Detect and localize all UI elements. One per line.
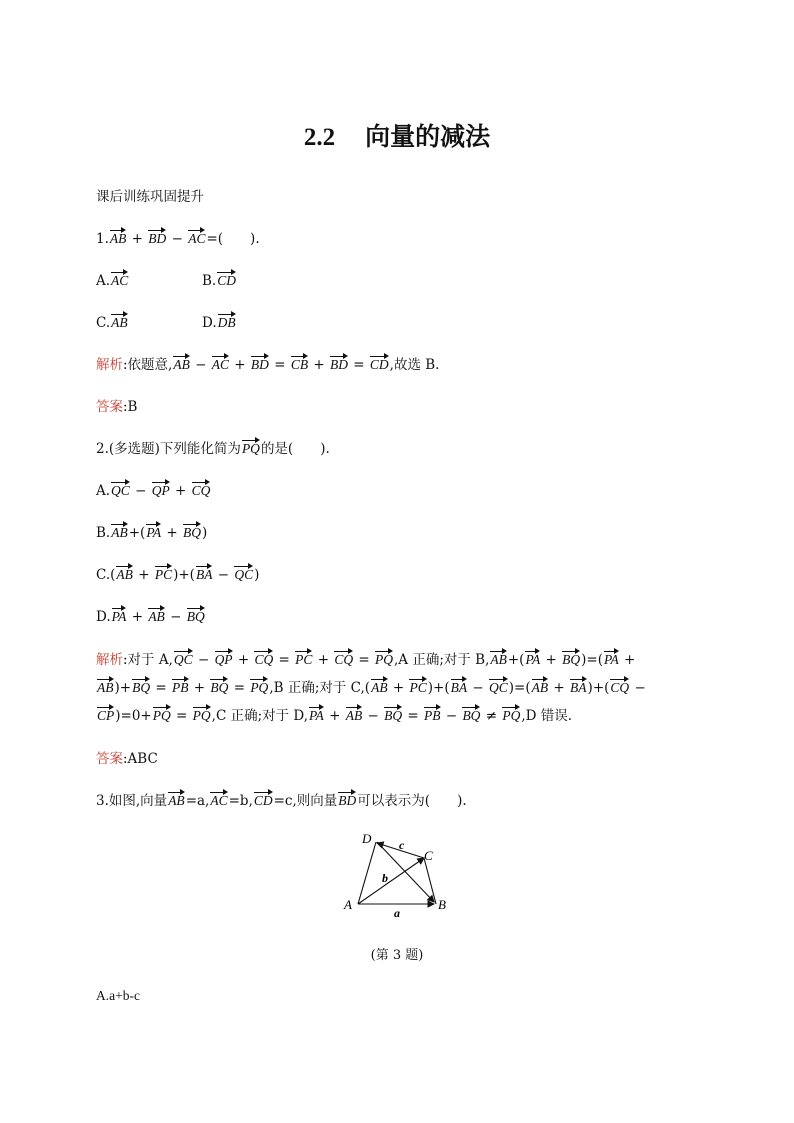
vector-ab: AB (345, 706, 364, 726)
q3-option-a: A.a+b-c (96, 988, 140, 1003)
q1-option-d: D.DB (202, 315, 236, 331)
q2-option-a: A.QC − QP + CQ (96, 483, 211, 499)
vector-ab: AB (172, 355, 191, 375)
vector-cd: CD (369, 355, 390, 375)
vector-ab: AB (109, 229, 128, 249)
point-d-label: D (362, 831, 372, 846)
vector-bq: BQ (186, 607, 206, 627)
vector-pa: PA (145, 523, 162, 543)
question-1: 1.AB + BD − AC=( ). (96, 231, 260, 247)
vector-pq: PQ (152, 706, 172, 726)
vector-cb: CB (290, 355, 309, 375)
vector-ba: BA (195, 565, 214, 585)
vector-pq: PQ (241, 439, 261, 459)
vector-qc: QC (110, 481, 131, 501)
vector-cq: CQ (191, 481, 212, 501)
vector-pq: PQ (501, 706, 521, 726)
vector-pa: PA (603, 650, 620, 670)
vector-cd: CD (216, 271, 237, 291)
vector-cq: CQ (609, 678, 630, 698)
vector-pa: PA (111, 607, 128, 627)
q2-solution-line-3: CP)=0+PQ = PQ,C 正确;对于 D,PA + AB − BQ = PB − BQ ≠ PQ,D 错误. (97, 708, 573, 724)
vector-pc: PC (154, 565, 173, 585)
vector-bd: BD (250, 355, 270, 375)
vector-pc: PC (408, 678, 427, 698)
vector-pq: PQ (249, 678, 269, 698)
vector-bq: BQ (131, 678, 151, 698)
vector-ab: AB (110, 313, 129, 333)
vector-ab: AB (96, 678, 115, 698)
vector-pb: PB (171, 678, 190, 698)
vector-ac: AC (209, 791, 228, 811)
vector-cq: CQ (253, 650, 274, 670)
vector-cq: CQ (333, 650, 354, 670)
q1-option-c: C.AB (96, 315, 128, 331)
q1-options-ab (96, 271, 237, 291)
vector-qc: QC (233, 565, 254, 585)
vector-b-label: b (382, 871, 388, 885)
vector-bd: BD (337, 791, 357, 811)
q2-solution-line-2: AB)+BQ = PB + BQ = PQ,B 正确;对于 C,(AB + PC)+(BA − QC)=(AB + BA)+(CQ − (97, 680, 646, 696)
q2-option-c: C.(AB + PC)+(BA − QC) (96, 567, 260, 583)
question-2: 2.(多选题)下列能化简为PQ的是( ). (96, 441, 330, 457)
edge-ad-line (358, 842, 376, 904)
vector-pq: PQ (192, 706, 212, 726)
vector-pb: PB (423, 706, 442, 726)
vector-a-label: a (394, 906, 400, 920)
vector-cp: CP (96, 706, 115, 726)
section-heading: 课后训练巩固提升 (96, 189, 204, 205)
vector-ab: AB (110, 523, 129, 543)
vector-pa: PA (524, 650, 541, 670)
q3-figure-caption: (第 3 题) (370, 948, 424, 963)
vector-qc: QC (173, 650, 194, 670)
q2-answer: 答案:ABC (96, 751, 158, 767)
q1-solution: 解析:依题意,AB − AC + BD = CB + BD = CD,故选 B. (96, 357, 440, 373)
vector-c-label: c (399, 838, 405, 852)
vector-bq: BQ (561, 650, 581, 670)
vector-bq: BQ (383, 706, 403, 726)
vector-ba: BA (450, 678, 469, 698)
vector-bd: BD (147, 229, 167, 249)
vector-ab: AB (531, 678, 550, 698)
vector-ab: AB (167, 791, 186, 811)
vector-ba: BA (569, 678, 588, 698)
vector-bd: BD (329, 355, 349, 375)
q1-option-b: B.CD (202, 273, 236, 289)
point-a-label: A (344, 897, 352, 912)
vector-ab: AB (115, 565, 134, 585)
q2-option-d: D.PA + AB − BQ (96, 609, 205, 625)
vector-bq: BQ (182, 523, 202, 543)
q1-answer: 答案:B (96, 399, 138, 415)
q3-figure (340, 830, 460, 920)
vector-ac: AC (110, 271, 129, 291)
vector-bq: BQ (209, 678, 229, 698)
vector-ac: AC (211, 355, 230, 375)
vector-qp: QP (214, 650, 234, 670)
question-3: 3.如图,向量AB=a,AC=b,CD=c,则向量BD可以表示为( ). (96, 793, 467, 809)
q1-option-a: A.AC (96, 273, 129, 289)
point-b-label: B (438, 897, 446, 912)
page-title: 2.2 向量的减法 (303, 122, 491, 151)
vector-ab: AB (147, 607, 166, 627)
point-c-label: C (424, 848, 433, 863)
vector-cd: CD (253, 791, 274, 811)
vector-pc: PC (294, 650, 313, 670)
q2-option-b: B.AB+(PA + BQ) (96, 525, 208, 541)
vector-ab: AB (489, 650, 508, 670)
vector-bq: BQ (461, 706, 481, 726)
vector-ac: AC (187, 229, 206, 249)
vector-pa: PA (308, 706, 325, 726)
vector-db: DB (217, 313, 237, 333)
q2-solution-line-1: 解析:对于 A,QC − QP + CQ = PC + CQ = PQ,A 正确;对于 B,AB+(PA + BQ)=(PA + (96, 652, 636, 668)
vector-qc: QC (488, 678, 509, 698)
vector-pq: PQ (374, 650, 394, 670)
vector-ab: AB (370, 678, 389, 698)
q1-options-cd (96, 313, 237, 333)
vector-qp: QP (151, 481, 171, 501)
